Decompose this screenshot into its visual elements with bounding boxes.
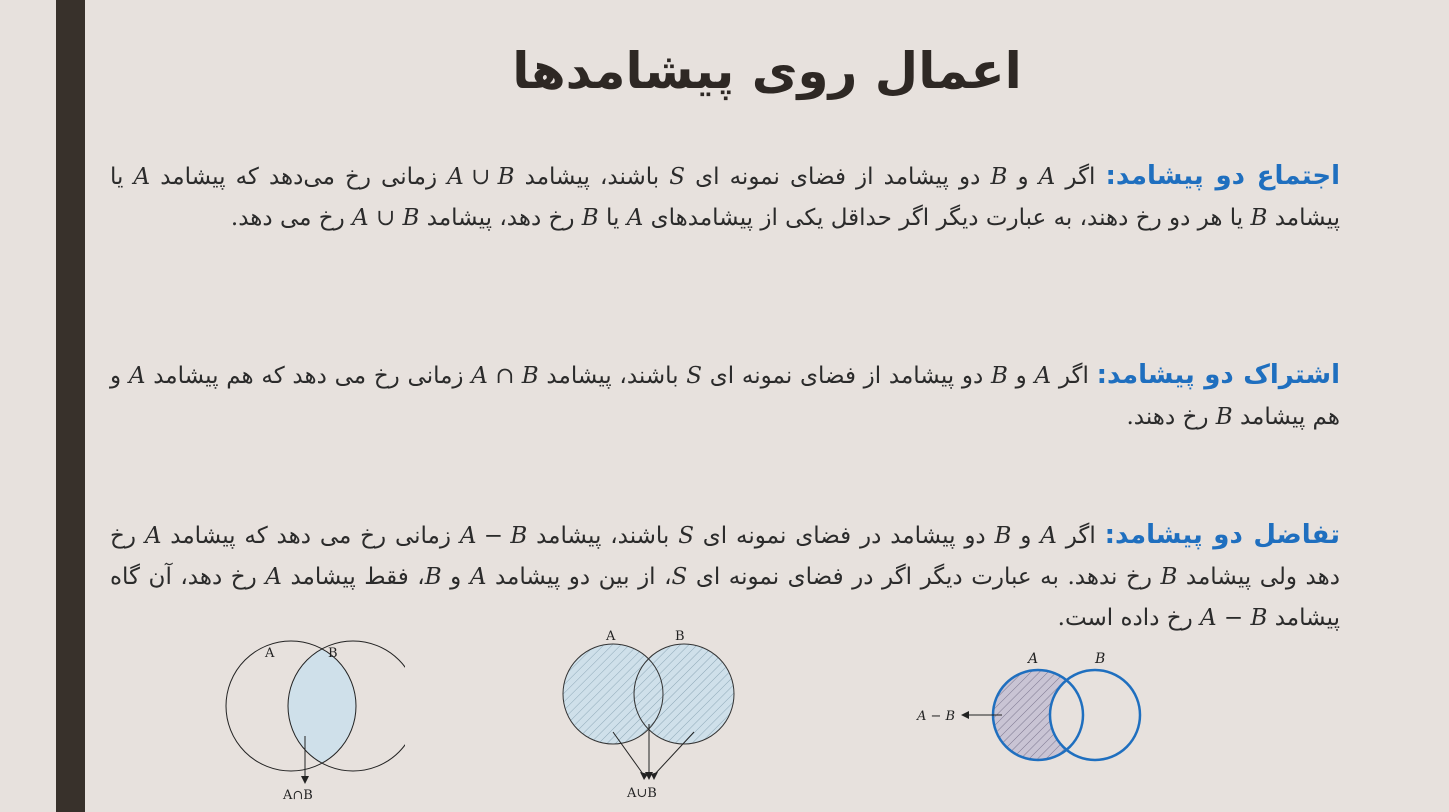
union-text-7: یا هر دو رخ دهند، به عبارت دیگر اگر حداقل یکی از پیشامدهای <box>643 205 1251 231</box>
label-a: A <box>1028 651 1039 667</box>
diff-var-a4: A <box>265 564 282 590</box>
diff-text-12: رخ داده است. <box>1057 605 1201 631</box>
venn-difference-figure <box>905 645 1155 770</box>
diff-text-7: رخ ندهد. به عبارت دیگر اگر در فضای نمونه ای <box>687 564 1161 590</box>
union-var-a2: A <box>133 164 151 190</box>
label-a: A <box>606 629 616 644</box>
inter-var-b2: B <box>1215 404 1233 430</box>
union-text-3: دو پیشامد از فضای نمونه ای <box>685 164 991 190</box>
label-b: B <box>675 629 685 644</box>
venn-union-figure <box>548 624 758 809</box>
union-var-a3: A <box>626 205 644 231</box>
label-a: A <box>265 646 275 661</box>
diff-var-a2: A <box>144 523 162 549</box>
diff-var-a: A <box>1040 523 1057 549</box>
union-expr: A ∪ B <box>447 164 515 190</box>
diff-var-s2: S <box>671 564 688 590</box>
union-text-10: رخ می دهد. <box>230 205 353 231</box>
union-text-6: یا پیشامد <box>110 164 1340 231</box>
union-var-b: B <box>990 164 1008 190</box>
inter-text-7: رخ دهند. <box>1126 404 1216 430</box>
difference-definition <box>110 515 1340 639</box>
union-text-2: و <box>1007 164 1039 190</box>
union-text-1: اگر <box>1055 164 1106 190</box>
union-text-5: زمانی رخ می‌دهد که پیشامد <box>150 164 448 190</box>
inter-text-1: اگر <box>1051 363 1097 389</box>
inter-text-5: زمانی رخ می دهد که هم پیشامد <box>145 363 472 389</box>
arrow-head <box>961 711 969 719</box>
venn-intersection-figure <box>205 640 405 810</box>
union-definition <box>110 156 1340 239</box>
diff-text-11: رخ دهد، آن گاه پیشامد <box>110 564 1340 631</box>
inter-text-4: باشند، پیشامد <box>538 363 687 389</box>
diff-var-a3: A <box>469 564 487 590</box>
inter-expr: A ∩ B <box>471 363 539 389</box>
union-expr-2: A ∪ B <box>352 205 420 231</box>
intersection-term: اشتراک دو پیشامد: <box>1096 360 1341 390</box>
left-accent-bar <box>56 0 85 812</box>
intersection-region <box>288 641 405 771</box>
diff-expr-2: A − B <box>1200 605 1268 631</box>
union-text-4: باشند، پیشامد <box>514 164 670 190</box>
diff-text-8: ، از بین دو پیشامد <box>486 564 672 590</box>
diff-var-b2: B <box>1160 564 1178 590</box>
arrow-head <box>301 776 309 784</box>
inter-var-a2: A <box>128 363 146 389</box>
diff-text-3: دو پیشامد در فضای نمونه ای <box>693 523 995 549</box>
union-term: اجتماع دو پیشامد: <box>1105 161 1341 191</box>
diff-var-b: B <box>994 523 1012 549</box>
diff-text-6: رخ دهد ولی پیشامد <box>110 523 1340 590</box>
union-var-b3: B <box>581 205 599 231</box>
slide-title: اعمال روی پیشامدها <box>512 42 1022 100</box>
inter-var-s: S <box>686 363 703 389</box>
union-var-s: S <box>669 164 685 190</box>
diff-var-b3: B <box>424 564 442 590</box>
caption: A − B <box>917 709 956 724</box>
inter-var-a: A <box>1034 363 1052 389</box>
intersection-definition <box>110 355 1340 438</box>
inter-text-6: و هم پیشامد <box>110 363 1340 430</box>
difference-term: تفاضل دو پیشامد: <box>1104 520 1340 550</box>
union-var-b2: B <box>1250 205 1268 231</box>
union-text-8: یا <box>598 205 627 231</box>
diff-text-2: و <box>1011 523 1041 549</box>
label-b: B <box>1095 651 1106 667</box>
caption: A∪B <box>627 786 657 801</box>
diff-var-s: S <box>678 523 694 549</box>
diff-text-10: ، فقط پیشامد <box>281 564 425 590</box>
inter-var-b: B <box>991 363 1008 389</box>
diff-text-5: زمانی رخ می دهد که پیشامد <box>161 523 460 549</box>
caption: A∩B <box>283 788 313 803</box>
union-var-a: A <box>1038 164 1056 190</box>
union-text-9: رخ دهد، پیشامد <box>419 205 582 231</box>
diff-expr: A − B <box>459 523 528 549</box>
diff-text-1: اگر <box>1056 523 1105 549</box>
diff-text-9: و <box>441 564 470 590</box>
label-b: B <box>328 646 338 661</box>
inter-text-2: و <box>1007 363 1035 389</box>
inter-text-3: دو پیشامد از فضای نمونه ای <box>702 363 991 389</box>
diff-text-4: باشند، پیشامد <box>527 523 679 549</box>
